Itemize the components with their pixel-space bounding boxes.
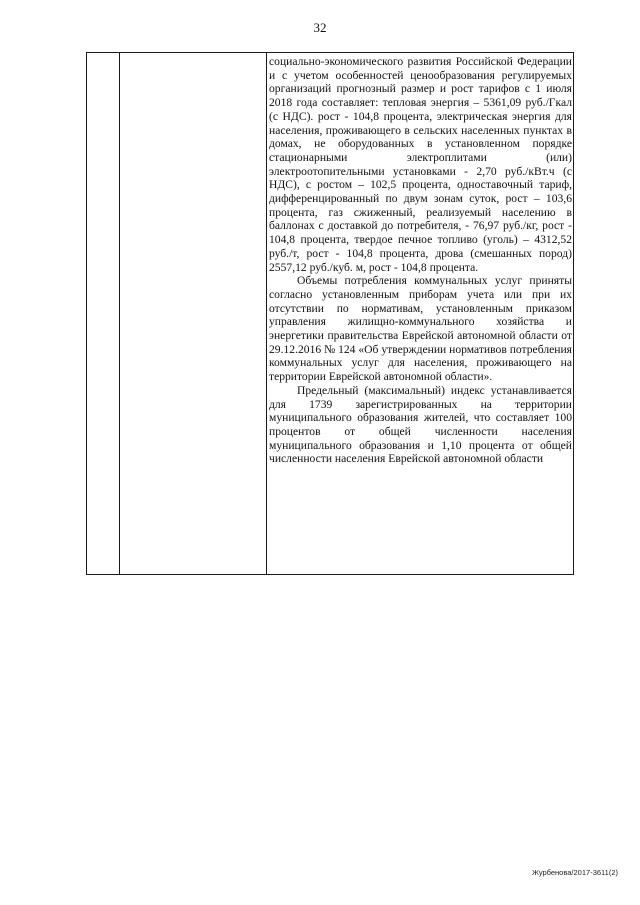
column-divider-1: [119, 53, 120, 574]
page-number: 32: [313, 20, 327, 35]
paragraph-consumption-volumes: Объемы потребления коммунальных услуг приняты согласно установленным приборам учета или при их отсутствии по нормативам, установленным приказом управления жилищно-коммунального хозяйства и энергетики правительства Еврейской автономной области от 29.12.2016 № 124 «Об утверждении нормативов потребления коммунальных услуг для населения, проживающего на территории Еврейской автономной области».: [269, 274, 572, 384]
footer-document-code: Журбенова/2017-3611(2): [531, 868, 618, 877]
column-divider-2: [266, 53, 267, 574]
paragraph-tariffs: социально-экономического развития Российской Федерации и с учетом особенностей ценообразования регулируемых организаций прогнозный размер и рост тарифов с 1 июля 2018 года составляет: тепловая энергия – 5361,09 руб./Гкал (с НДС). рост - 104,8 процента, электрическая энергия для населения, проживающего в сельских населенных пунктах в домах, не оборудованных в установленном порядке стационарными электроплитами (или) электроотопительными установками - 2,70 руб./кВт.ч (с НДС), с ростом – 102,5 процента, одноставочный тариф, дифференцированный по двум зонам суток, рост – 103,6 процента, газ сжиженный, реализуемый населению в баллонах с доставкой до потребителя, - 76,97 руб./кг, рост - 104,8 процента, твердое печное топливо (уголь) – 4312,52 руб./т, рост - 104,8 процента, дрова (смешанных пород) 2557,12 руб./куб. м, рост - 104,8 процента.: [269, 55, 572, 274]
paragraph-max-index: Предельный (максимальный) индекс устанавливается для 1739 зарегистрированных на территории муниципального образования жителей, что составляет 100 процентов от общей численности населения муниципального образования и 1,10 процента от общей численности населения Еврейской автономной области: [269, 383, 572, 466]
table-cell-text: [269, 55, 572, 466]
document-table: [86, 52, 574, 575]
